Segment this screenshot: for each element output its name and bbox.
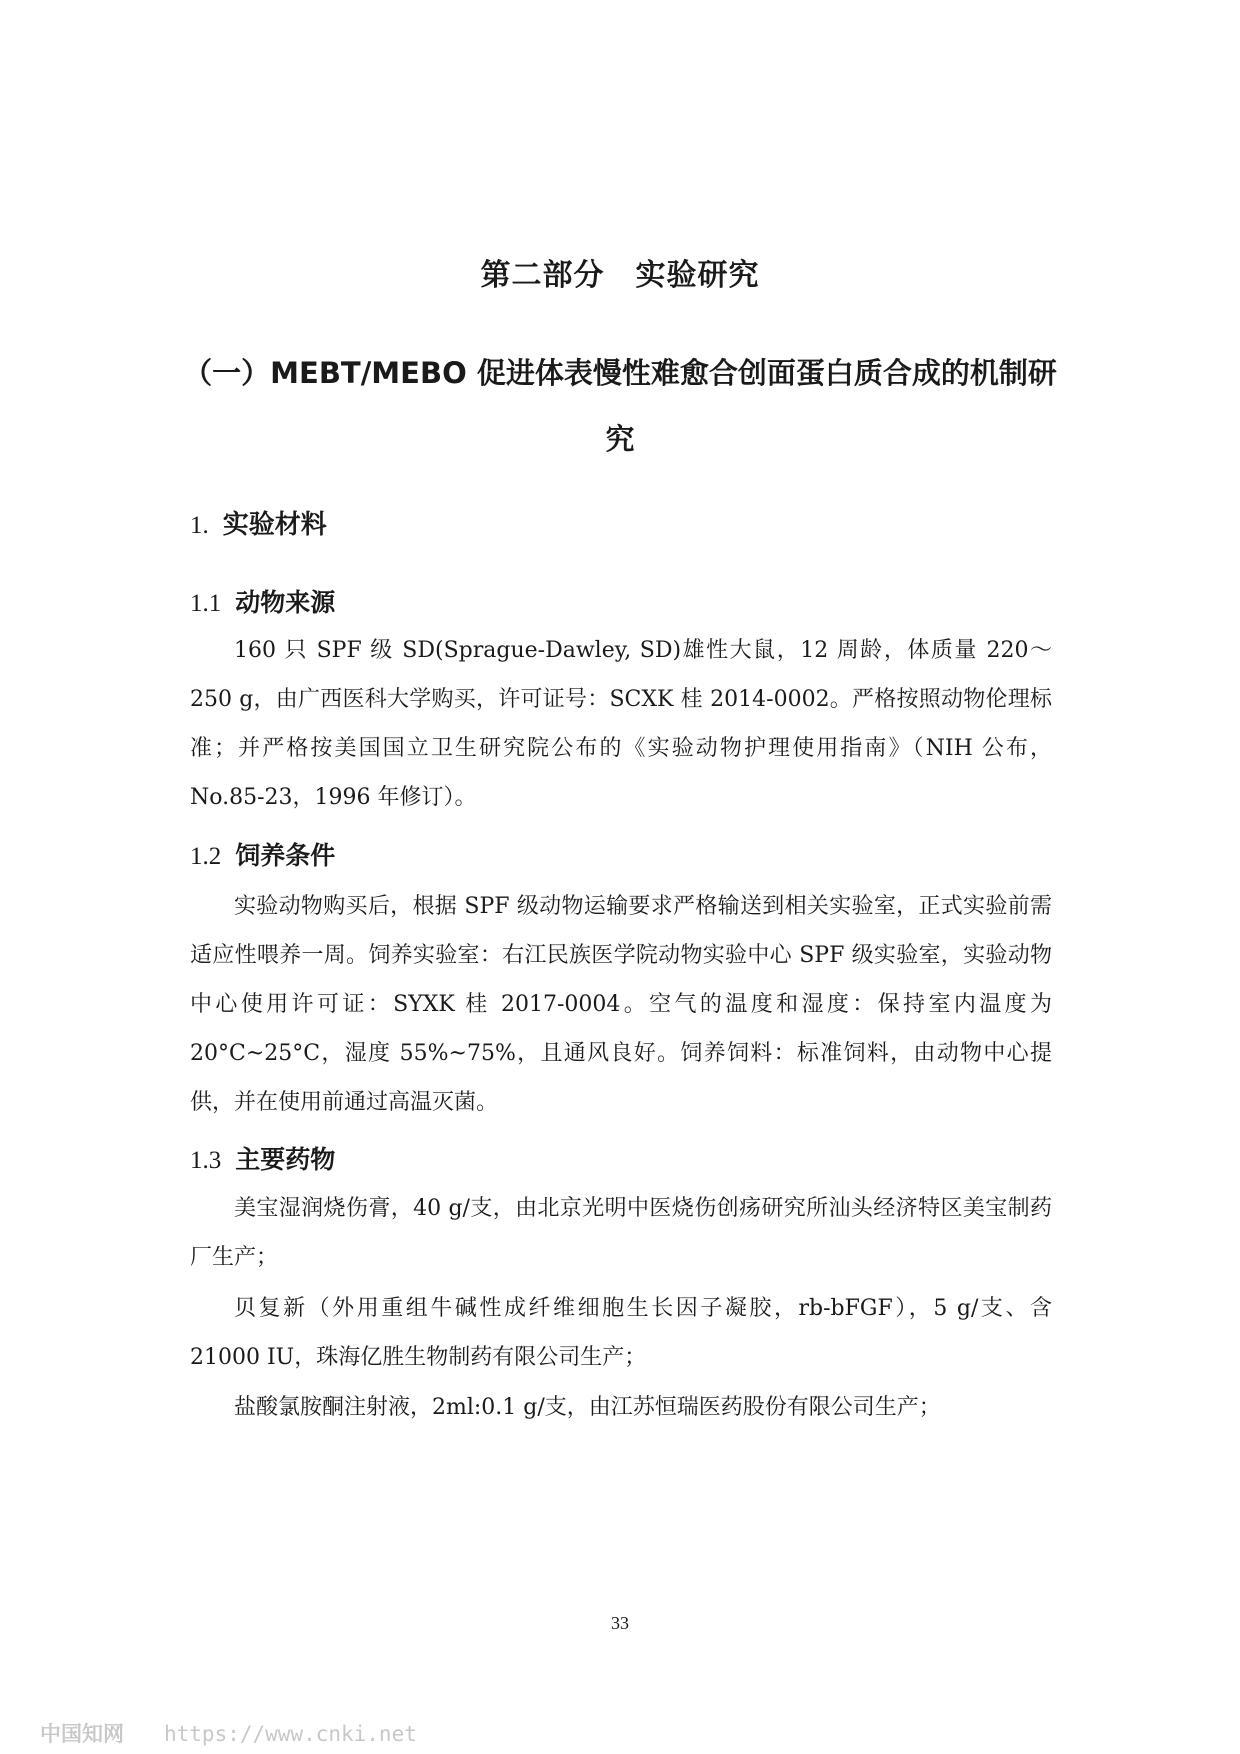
section-number: 1.1: [190, 590, 222, 617]
paragraph-animal-source: 160 只 SPF 级 SD(Sprague-Dawley, SD)雄性大鼠，12 周龄，体质量 220～250 g，由广西医科大学购买，许可证号：SCXK 桂 2014-0002。严格按照动物伦理标准；并严格按美国国立卫生研究院公布的《实验动物护理使用指南》（NIH 公布，No.85-23，1996 年修订）。: [190, 638, 1052, 810]
section-title: 饲养条件: [235, 841, 336, 870]
section-heading-1-3: [190, 1140, 335, 1176]
section-heading-1-2: [190, 836, 335, 872]
watermark: [40, 1718, 417, 1748]
section-heading-1-1: [190, 583, 335, 619]
section-number: 1.: [190, 512, 209, 539]
drug-item: 贝复新（外用重组牛碱性成纤维细胞生长因子凝胶，rb-bFGF），5 g/支、含 21000 IU，珠海亿胜生物制药有限公司生产；: [190, 1296, 1052, 1370]
section-title: 动物来源: [235, 588, 336, 617]
chapter-title: （一）MEBT/MEBO 促进体表慢性难愈合创面蛋白质合成的机制研究: [183, 356, 1057, 456]
watermark-brand: 中国知网: [40, 1722, 124, 1746]
section-heading-1: [190, 504, 327, 541]
watermark-url: https://www.cnki.net: [164, 1722, 417, 1746]
section-title: 主要药物: [235, 1145, 336, 1174]
section-title: 实验材料: [222, 510, 327, 540]
drug-item: 盐酸氯胺酮注射液，2ml:0.1 g/支，由江苏恒瑞医药股份有限公司生产；: [234, 1395, 941, 1420]
section-number: 1.3: [190, 1147, 222, 1174]
drug-item: 美宝湿润烧伤膏，40 g/支，由北京光明中医烧伤创疡研究所汕头经济特区美宝制药厂生产；: [190, 1196, 1052, 1270]
part-title: 第二部分 实验研究: [480, 258, 760, 293]
paragraph-housing-conditions: 实验动物购买后，根据 SPF 级动物运输要求严格输送到相关实验室，正式实验前需适应性喂养一周。饲养实验室：右江民族医学院动物实验中心 SPF 级实验室，实验动物中心使用许可证：SYXK 桂 2017-0004。空气的温度和湿度：保持室内温度为 20°C~25°C，湿度 55%~75%，且通风良好。饲养饲料：标准饲料，由动物中心提供，并在使用前通过高温灭菌。: [190, 894, 1052, 1115]
section-number: 1.2: [190, 843, 222, 870]
page-number: 33: [611, 1613, 629, 1633]
